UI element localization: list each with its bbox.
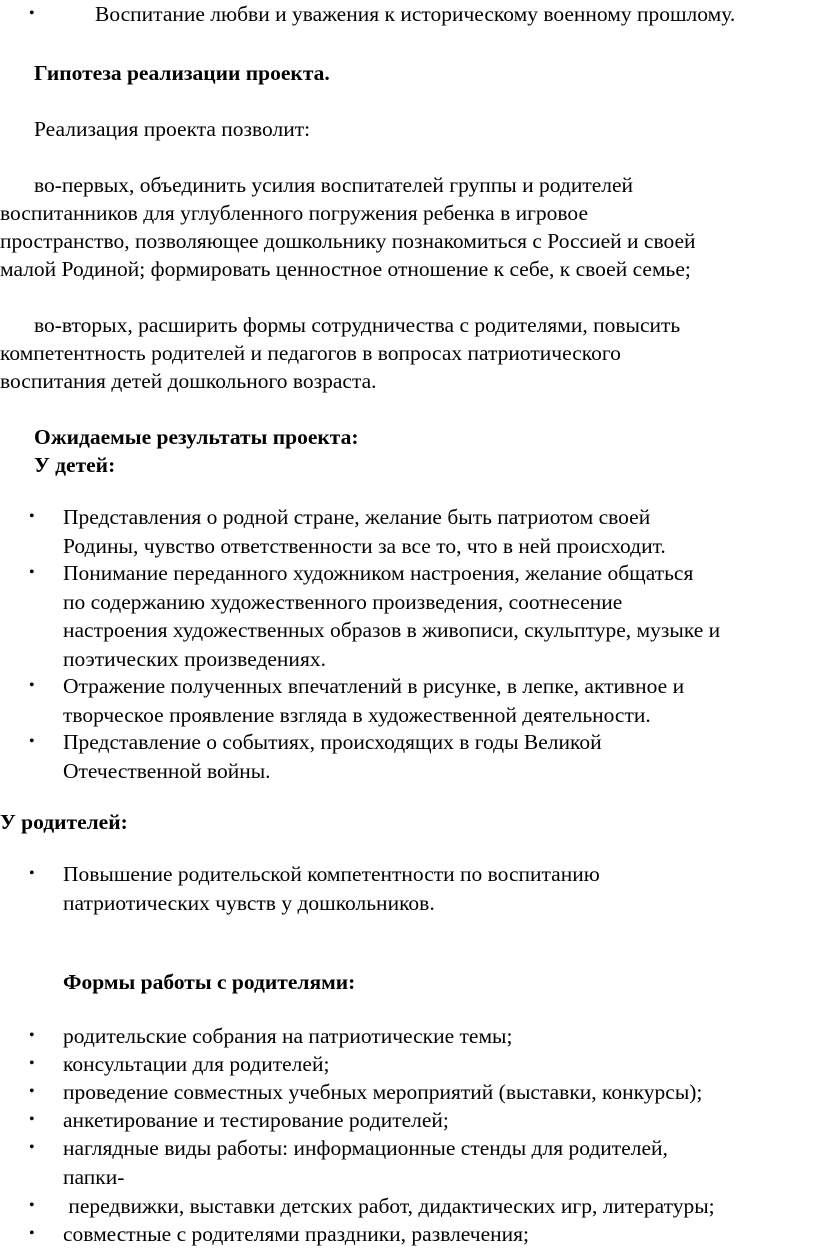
bullet-icon: •: [29, 1027, 35, 1044]
paragraph-line: во-вторых, расширить формы сотрудничества с родителями, повысить: [34, 313, 681, 337]
list-item-text: анкетирование и тестирование родителей;: [63, 1108, 449, 1132]
list-item-line: Представление о событиях, происходящих в годы Великой: [63, 730, 602, 754]
bullet-icon: •: [29, 865, 35, 882]
paragraph-line: воспитания детей дошкольного возраста.: [0, 369, 377, 393]
list-item-justified-line: [63, 1134, 816, 1163]
list-item-text: передвижки, выставки детских работ, дидактических игр, литературы;: [63, 1194, 715, 1218]
forms-heading: Формы работы с родителями:: [63, 970, 356, 994]
list-item-text: родительские собрания на патриотические темы;: [63, 1024, 513, 1048]
list-item-line: Родины, чувство ответственности за все то, что в ней происходит.: [63, 533, 666, 558]
word: работы:: [216, 1136, 289, 1160]
paragraph-line: пространство, позволяющее дошкольнику познакомиться с Россией и своей: [0, 229, 696, 253]
parents-heading: У родителей:: [0, 810, 128, 834]
list-item-line: поэтических произведениях.: [63, 646, 326, 671]
bullet-icon: •: [29, 1139, 35, 1156]
list-item-line: папки-: [63, 1164, 125, 1189]
word: информационные: [293, 1136, 456, 1160]
word: для: [531, 1136, 564, 1160]
paragraph-line: во-первых, объединить усилия воспитателей группы и родителей: [34, 173, 634, 197]
list-item-text: проведение совместных учебных мероприятий (выставки, конкурсы);: [63, 1080, 703, 1104]
bullet-icon: •: [29, 1111, 35, 1128]
word: наглядные: [63, 1136, 159, 1160]
bullet-icon: •: [29, 677, 35, 694]
list-item-line: патриотических чувств у дошкольников.: [63, 890, 435, 915]
list-item-line: Понимание переданного художником настроения, желание общаться: [63, 561, 694, 585]
results-heading: Ожидаемые результаты проекта:: [34, 425, 359, 449]
paragraph-line: воспитанников для углубленного погружения ребенка в игровое: [0, 201, 588, 225]
list-item-line: Отражение полученных впечатлений в рисунке, в лепке, активное и: [63, 674, 685, 698]
bullet-icon: •: [29, 1055, 35, 1072]
paragraph-line: компетентность родителей и педагогов в вопросах патриотического: [0, 341, 621, 365]
list-item-text: совместные с родителями праздники, развлечения;: [63, 1222, 530, 1246]
bullet-icon: •: [29, 564, 35, 581]
list-item-line: по содержанию художественного произведения, соотнесение: [63, 589, 623, 614]
bullet-icon: •: [29, 5, 35, 22]
list-item-line: Повышение родительской компетентности по воспитанию: [63, 862, 600, 886]
bullet-icon: •: [29, 733, 35, 750]
word: виды: [164, 1136, 212, 1160]
list-item-line: Отечественной войны.: [63, 758, 271, 783]
hypothesis-heading: Гипотеза реализации проекта.: [34, 61, 330, 85]
bullet-icon: •: [29, 1083, 35, 1100]
bullet-icon: •: [29, 1225, 35, 1242]
list-item-text: консультации для родителей;: [63, 1052, 330, 1076]
intro-bullet-text: Воспитание любви и уважения к историческому военному прошлому.: [95, 2, 736, 26]
word: стенды: [460, 1136, 527, 1160]
list-item-line: настроения художественных образов в живописи, скульптуре, музыке и: [63, 618, 721, 642]
word: родителей,: [568, 1136, 668, 1160]
list-item-line: Представления о родной стране, желание быть патриотом своей: [63, 505, 651, 529]
hypothesis-lead: Реализация проекта позволит:: [34, 117, 311, 141]
bullet-icon: •: [29, 508, 35, 525]
children-heading: У детей:: [34, 453, 116, 477]
bullet-icon: •: [29, 1197, 35, 1214]
paragraph-line: малой Родиной; формировать ценностное отношение к себе, к своей семье;: [0, 257, 691, 281]
list-item-line: творческое проявление взгляда в художественной деятельности.: [63, 702, 651, 727]
